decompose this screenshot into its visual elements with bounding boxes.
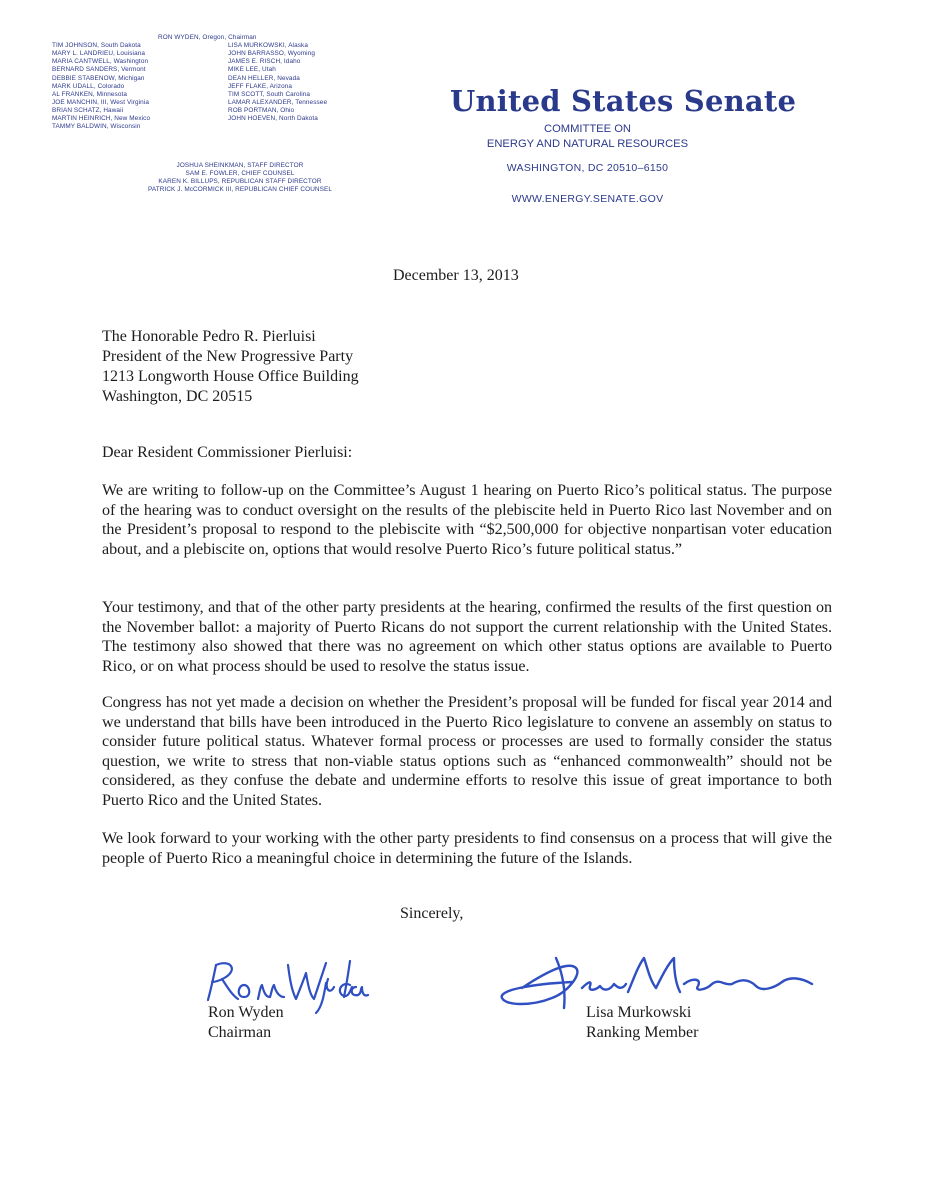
member-name: JOE MANCHIN, III, West Virginia bbox=[52, 98, 149, 106]
member-name: JEFF FLAKE, Arizona bbox=[228, 82, 293, 90]
member-name: MARK UDALL, Colorado bbox=[52, 82, 125, 90]
staff-name: JOSHUA SHEINKMAN, STAFF DIRECTOR bbox=[176, 162, 304, 169]
salutation: Dear Resident Commissioner Pierluisi: bbox=[102, 444, 353, 461]
signer-block-ranking-member bbox=[586, 1003, 698, 1043]
member-name: MARIA CANTWELL, Washington bbox=[52, 58, 149, 66]
member-name: TIM JOHNSON, South Dakota bbox=[52, 42, 141, 50]
recipient-line: 1213 Longworth House Office Building bbox=[102, 368, 359, 385]
city-line: WASHINGTON, DC 20510–6150 bbox=[506, 162, 669, 174]
body-paragraph: We look forward to your working with the other party presidents to find consensus on a process that will give the people of Puerto Rico a meaningful choice in determining the future of the Islands. bbox=[102, 830, 832, 867]
member-name: JOHN HOEVEN, North Dakota bbox=[228, 115, 318, 123]
closing: Sincerely, bbox=[400, 905, 464, 922]
signer-title: Chairman bbox=[208, 1024, 272, 1041]
member-name: JOHN BARRASSO, Wyoming bbox=[228, 50, 316, 58]
body-paragraph: Congress has not yet made a decision on whether the President’s proposal will be funded for fiscal year 2014 and we understand that bills have been introduced in the Puerto Rico legislature to convene an assembly on status to consider future political status. Whatever formal process or processes are used to formally consider the status question, we write to stress that non-viable status options such as “enhanced commonwealth” should not be considered, as they confuse the debate and undermine efforts to resolve this issue of great importance to both Puerto Rico and the United States. bbox=[102, 694, 832, 809]
member-name: MIKE LEE, Utah bbox=[228, 66, 276, 74]
staff-name: SAM E. FOWLER, CHIEF COUNSEL bbox=[185, 170, 295, 178]
chairman-line: RON WYDEN, Oregon, Chairman bbox=[158, 34, 257, 41]
member-name: LISA MURKOWSKI, Alaska bbox=[228, 42, 308, 50]
recipient-address bbox=[102, 327, 359, 407]
signer-title: Ranking Member bbox=[586, 1024, 699, 1041]
signer-name: Lisa Murkowski bbox=[586, 1004, 692, 1021]
staff-name: KAREN K. BILLUPS, REPUBLICAN STAFF DIRECTOR bbox=[158, 178, 322, 186]
member-name: MARY L. LANDRIEU, Louisiana bbox=[52, 50, 146, 58]
member-name: MARTIN HEINRICH, New Mexico bbox=[52, 115, 151, 123]
committee-line-2: ENERGY AND NATURAL RESOURCES bbox=[486, 138, 689, 150]
member-name: BRIAN SCHATZ, Hawaii bbox=[52, 106, 124, 114]
member-name: LAMAR ALEXANDER, Tennessee bbox=[228, 98, 328, 106]
body-paragraph: We are writing to follow-up on the Committee’s August 1 hearing on Puerto Rico’s political status. The purpose of the hearing was to conduct oversight on the results of the plebiscite held in Puerto Rico last November and on the President’s proposal to respond to the plebiscite with “$2,500,000 for objective nonpartisan voter education about, and a plebiscite on, options that would resolve Puerto Rico’s future political status.” bbox=[102, 482, 832, 558]
member-name: ROB PORTMAN, Ohio bbox=[228, 106, 295, 114]
member-name: AL FRANKEN, Minnesota bbox=[52, 90, 128, 98]
member-name: BERNARD SANDERS, Vermont bbox=[52, 66, 146, 74]
member-name: TIM SCOTT, South Carolina bbox=[228, 90, 311, 98]
recipient-line: Washington, DC 20515 bbox=[102, 388, 253, 405]
member-name: DEBBIE STABENOW, Michigan bbox=[52, 74, 145, 82]
senate-title: United States Senate bbox=[450, 84, 797, 118]
staff-name: PATRICK J. McCORMICK III, REPUBLICAN CHIEF COUNSEL bbox=[147, 186, 333, 194]
letter-date: December 13, 2013 bbox=[393, 267, 519, 284]
signer-name: Ron Wyden bbox=[208, 1004, 284, 1021]
body-paragraph: Your testimony, and that of the other party presidents at the hearing, confirmed the results of the first question on the November ballot: a majority of Puerto Ricans do not support the current relationship with the United States. The testimony also showed that there was no agreement on which other status options are available to Puerto Rico, or on what process should be used to resolve the status issue. bbox=[102, 599, 832, 675]
recipient-line: The Honorable Pedro R. Pierluisi bbox=[102, 328, 316, 345]
signer-block-chairman bbox=[208, 1003, 284, 1043]
committee-name bbox=[450, 122, 725, 152]
website-line: WWW.ENERGY.SENATE.GOV bbox=[511, 193, 664, 205]
committee-line-1: COMMITTEE ON bbox=[543, 123, 631, 135]
staff-list bbox=[100, 162, 380, 194]
member-name: JAMES E. RISCH, Idaho bbox=[228, 58, 301, 66]
senate-letterhead bbox=[450, 84, 797, 205]
member-name: TAMMY BALDWIN, Wisconsin bbox=[52, 123, 141, 131]
majority-members-column bbox=[228, 42, 327, 123]
recipient-line: President of the New Progressive Party bbox=[102, 348, 354, 365]
member-name: DEAN HELLER, Nevada bbox=[228, 74, 300, 82]
minority-members-column bbox=[52, 42, 150, 131]
